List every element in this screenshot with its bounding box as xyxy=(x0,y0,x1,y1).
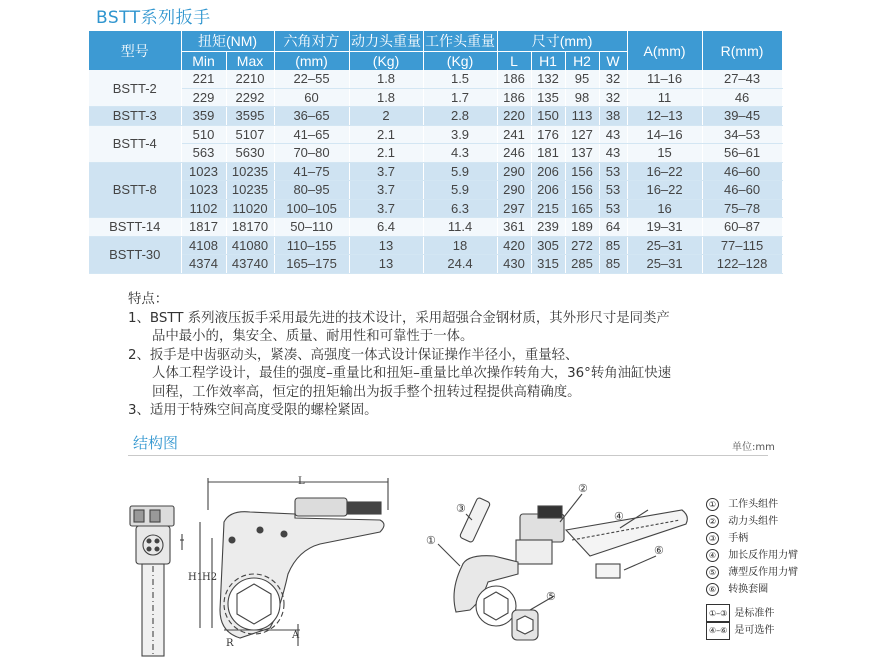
table-cell: 53 xyxy=(599,181,627,200)
table-cell: 272 xyxy=(565,236,599,255)
table-cell: 11 xyxy=(627,88,702,107)
feature-line: 回程，工作效率高，恒定的扭矩输出为扳手整个扭转过程提供高精确度。 xyxy=(152,384,581,400)
table-cell: 18 xyxy=(423,236,497,255)
table-cell: 15 xyxy=(627,144,702,163)
table-cell: 38 xyxy=(599,107,627,126)
table-cell: 41–65 xyxy=(274,125,349,144)
legend-text: 手柄 xyxy=(728,533,749,544)
table-cell: 135 xyxy=(531,88,565,107)
table-cell: 359 xyxy=(181,107,226,126)
table-cell: 110–155 xyxy=(274,236,349,255)
legend-note-range: ①–③ xyxy=(706,604,730,623)
table-cell: 5.9 xyxy=(423,162,497,181)
table-cell: 150 xyxy=(531,107,565,126)
table-cell: 43 xyxy=(599,144,627,163)
table-cell: 186 xyxy=(497,88,531,107)
model-cell: BSTT-3 xyxy=(89,107,181,126)
table-cell: 32 xyxy=(599,88,627,107)
header-model: 型号 xyxy=(89,31,181,70)
header-w: W xyxy=(599,52,627,71)
table-cell: 239 xyxy=(531,218,565,237)
header-torque: 扭矩(NM) xyxy=(181,31,274,52)
table-cell: 221 xyxy=(181,70,226,88)
exploded-view-drawing xyxy=(438,494,687,640)
header-max: Max xyxy=(226,52,274,71)
table-cell: 2.8 xyxy=(423,107,497,126)
table-cell: 220 xyxy=(497,107,531,126)
table-cell: 181 xyxy=(531,144,565,163)
table-cell: 64 xyxy=(599,218,627,237)
legend-note xyxy=(706,604,798,621)
legend-note xyxy=(706,621,798,638)
model-cell: BSTT-8 xyxy=(89,162,181,218)
table-cell: 13 xyxy=(349,255,423,274)
table-cell: 18170 xyxy=(226,218,274,237)
legend-number: ⑤ xyxy=(706,566,719,579)
table-cell: 100–105 xyxy=(274,199,349,218)
table-cell: 186 xyxy=(497,70,531,88)
table-cell: 77–115 xyxy=(702,236,782,255)
callout-4: ④ xyxy=(614,510,624,523)
header-a: A(mm) xyxy=(627,31,702,70)
legend-text: 工作头组件 xyxy=(728,499,779,510)
dim-h2-label: H2 xyxy=(202,572,218,583)
table-cell: 6.4 xyxy=(349,218,423,237)
header-hex: 六角对方 xyxy=(274,31,349,52)
table-cell: 290 xyxy=(497,181,531,200)
callout-3: ③ xyxy=(456,502,466,515)
table-cell: 4.3 xyxy=(423,144,497,163)
table-cell: 32 xyxy=(599,70,627,88)
table-cell: 246 xyxy=(497,144,531,163)
structure-drawing xyxy=(120,470,710,658)
header-l: L xyxy=(497,52,531,71)
table-cell: 189 xyxy=(565,218,599,237)
table-cell: 1102 xyxy=(181,199,226,218)
feature-line: 2、扳手是中齿驱动头，紧凑、高强度一体式设计保证操作半径小，重量轻、 xyxy=(128,347,579,363)
table-cell: 13 xyxy=(349,236,423,255)
legend-item xyxy=(706,513,798,530)
model-cell: BSTT-30 xyxy=(89,236,181,273)
unit-label: 单位:mm xyxy=(732,442,775,453)
feature-line: 1、BSTT 系列液压扳手采用最先进的技术设计，采用超强合金钢材质，其外形尺寸是同类产 xyxy=(128,310,670,326)
model-cell: BSTT-14 xyxy=(89,218,181,237)
side-view-drawing xyxy=(130,506,184,656)
table-cell: 563 xyxy=(181,144,226,163)
table-cell: 60–87 xyxy=(702,218,782,237)
table-cell: 176 xyxy=(531,125,565,144)
table-row xyxy=(89,107,782,126)
table-cell: 137 xyxy=(565,144,599,163)
table-cell: 3.7 xyxy=(349,181,423,200)
table-cell: 70–80 xyxy=(274,144,349,163)
table-cell: 215 xyxy=(531,199,565,218)
table-cell: 420 xyxy=(497,236,531,255)
callout-1: ① xyxy=(426,534,436,547)
table-cell: 2 xyxy=(349,107,423,126)
legend-item xyxy=(706,496,798,513)
table-cell: 85 xyxy=(599,236,627,255)
legend-text: 动力头组件 xyxy=(728,516,779,527)
feature-line: 人体工程学设计，最佳的强度–重量比和扭矩–重量比单次操作转角大，36°转角油缸快速 xyxy=(152,366,672,381)
table-row xyxy=(89,162,782,181)
callout-5: ⑤ xyxy=(546,590,556,603)
table-row xyxy=(89,218,782,237)
table-cell: 22–55 xyxy=(274,70,349,88)
model-cell: BSTT-4 xyxy=(89,125,181,162)
table-cell: 53 xyxy=(599,199,627,218)
table-cell: 156 xyxy=(565,181,599,200)
table-cell: 10235 xyxy=(226,181,274,200)
table-cell: 132 xyxy=(531,70,565,88)
table-cell: 1.8 xyxy=(349,70,423,88)
dim-a-label: A xyxy=(292,630,300,641)
dim-h1-label: H1 xyxy=(188,572,204,583)
table-cell: 11–16 xyxy=(627,70,702,88)
table-cell: 510 xyxy=(181,125,226,144)
legend-number: ⑥ xyxy=(706,583,719,596)
table-cell: 39–45 xyxy=(702,107,782,126)
table-cell: 285 xyxy=(565,255,599,274)
table-cell: 5630 xyxy=(226,144,274,163)
table-cell: 206 xyxy=(531,162,565,181)
table-row xyxy=(89,255,782,274)
legend-number: ② xyxy=(706,515,719,528)
header-r: R(mm) xyxy=(702,31,782,70)
dim-r-label: R xyxy=(226,638,234,649)
table-row xyxy=(89,144,782,163)
header-min: Min xyxy=(181,52,226,71)
table-cell: 165 xyxy=(565,199,599,218)
table-cell: 1023 xyxy=(181,181,226,200)
features-heading: 特点： xyxy=(128,292,169,307)
table-cell: 1817 xyxy=(181,218,226,237)
table-cell: 1.8 xyxy=(349,88,423,107)
table-cell: 75–78 xyxy=(702,199,782,218)
table-row xyxy=(89,88,782,107)
table-cell: 2210 xyxy=(226,70,274,88)
legend-text: 转换套圈 xyxy=(728,584,769,595)
table-row xyxy=(89,125,782,144)
table-cell: 53 xyxy=(599,162,627,181)
spec-table xyxy=(89,31,783,274)
table-cell: 3595 xyxy=(226,107,274,126)
table-cell: 10235 xyxy=(226,162,274,181)
legend-item xyxy=(706,581,798,598)
legend-number: ④ xyxy=(706,549,719,562)
header-hex-unit: (mm) xyxy=(274,52,349,71)
table-cell: 46 xyxy=(702,88,782,107)
parts-legend xyxy=(706,496,798,638)
callout-6: ⑥ xyxy=(654,544,664,557)
table-cell: 6.3 xyxy=(423,199,497,218)
legend-item xyxy=(706,564,798,581)
table-cell: 2292 xyxy=(226,88,274,107)
table-cell: 229 xyxy=(181,88,226,107)
table-cell: 36–65 xyxy=(274,107,349,126)
header-work-weight-unit: (Kg) xyxy=(423,52,497,71)
spec-table-body xyxy=(89,70,782,273)
legend-note-text: 是可选件 xyxy=(734,625,775,636)
legend-note-range: ④–⑥ xyxy=(706,621,730,640)
legend-text: 薄型反作用力臂 xyxy=(728,567,799,578)
legend-note-text: 是标准件 xyxy=(734,608,775,619)
table-cell: 85 xyxy=(599,255,627,274)
table-cell: 361 xyxy=(497,218,531,237)
table-cell: 14–16 xyxy=(627,125,702,144)
header-h2: H2 xyxy=(565,52,599,71)
table-cell: 3.7 xyxy=(349,199,423,218)
table-cell: 1.7 xyxy=(423,88,497,107)
table-cell: 156 xyxy=(565,162,599,181)
table-cell: 98 xyxy=(565,88,599,107)
table-cell: 2.1 xyxy=(349,125,423,144)
table-row xyxy=(89,70,782,88)
table-row xyxy=(89,199,782,218)
feature-line: 品中最小的，集安全、质量、耐用性和可靠性于一体。 xyxy=(152,329,474,344)
table-cell: 16 xyxy=(627,199,702,218)
structure-title: 结构图 xyxy=(133,434,179,452)
table-cell: 127 xyxy=(565,125,599,144)
table-cell: 3.7 xyxy=(349,162,423,181)
features-block xyxy=(128,291,778,421)
table-cell: 80–95 xyxy=(274,181,349,200)
dim-l-label: L xyxy=(298,476,305,487)
table-cell: 305 xyxy=(531,236,565,255)
legend-item xyxy=(706,547,798,564)
legend-number: ③ xyxy=(706,532,719,545)
table-cell: 430 xyxy=(497,255,531,274)
table-cell: 16–22 xyxy=(627,181,702,200)
table-cell: 60 xyxy=(274,88,349,107)
page-title: BSTT系列扳手 xyxy=(96,8,211,28)
header-power-weight: 动力头重量 xyxy=(349,31,423,52)
table-cell: 19–31 xyxy=(627,218,702,237)
table-cell: 27–43 xyxy=(702,70,782,88)
header-size: 尺寸(mm) xyxy=(497,31,627,52)
table-cell: 25–31 xyxy=(627,255,702,274)
table-cell: 25–31 xyxy=(627,236,702,255)
table-cell: 1.5 xyxy=(423,70,497,88)
header-work-weight: 工作头重量 xyxy=(423,31,497,52)
table-cell: 41–75 xyxy=(274,162,349,181)
front-view-drawing xyxy=(200,478,388,646)
section-divider xyxy=(128,455,768,456)
table-row xyxy=(89,181,782,200)
table-cell: 46–60 xyxy=(702,181,782,200)
table-cell: 24.4 xyxy=(423,255,497,274)
table-cell: 46–60 xyxy=(702,162,782,181)
header-power-weight-unit: (Kg) xyxy=(349,52,423,71)
table-cell: 95 xyxy=(565,70,599,88)
feature-line: 3、适用于特殊空间高度受限的螺栓紧固。 xyxy=(128,403,378,418)
model-cell: BSTT-2 xyxy=(89,70,181,107)
table-cell: 12–13 xyxy=(627,107,702,126)
callout-2: ② xyxy=(578,482,588,495)
table-cell: 11020 xyxy=(226,199,274,218)
table-cell: 290 xyxy=(497,162,531,181)
table-cell: 4374 xyxy=(181,255,226,274)
table-cell: 11.4 xyxy=(423,218,497,237)
table-cell: 241 xyxy=(497,125,531,144)
table-cell: 297 xyxy=(497,199,531,218)
header-h1: H1 xyxy=(531,52,565,71)
legend-number: ① xyxy=(706,498,719,511)
table-cell: 41080 xyxy=(226,236,274,255)
table-cell: 43740 xyxy=(226,255,274,274)
table-cell: 50–110 xyxy=(274,218,349,237)
table-cell: 165–175 xyxy=(274,255,349,274)
table-cell: 4108 xyxy=(181,236,226,255)
table-cell: 3.9 xyxy=(423,125,497,144)
table-row xyxy=(89,236,782,255)
table-cell: 16–22 xyxy=(627,162,702,181)
table-cell: 43 xyxy=(599,125,627,144)
legend-item xyxy=(706,530,798,547)
table-cell: 113 xyxy=(565,107,599,126)
table-cell: 5107 xyxy=(226,125,274,144)
legend-text: 加长反作用力臂 xyxy=(728,550,799,561)
table-cell: 122–128 xyxy=(702,255,782,274)
table-cell: 1023 xyxy=(181,162,226,181)
table-cell: 2.1 xyxy=(349,144,423,163)
table-cell: 315 xyxy=(531,255,565,274)
table-cell: 5.9 xyxy=(423,181,497,200)
table-cell: 34–53 xyxy=(702,125,782,144)
table-cell: 206 xyxy=(531,181,565,200)
table-cell: 56–61 xyxy=(702,144,782,163)
